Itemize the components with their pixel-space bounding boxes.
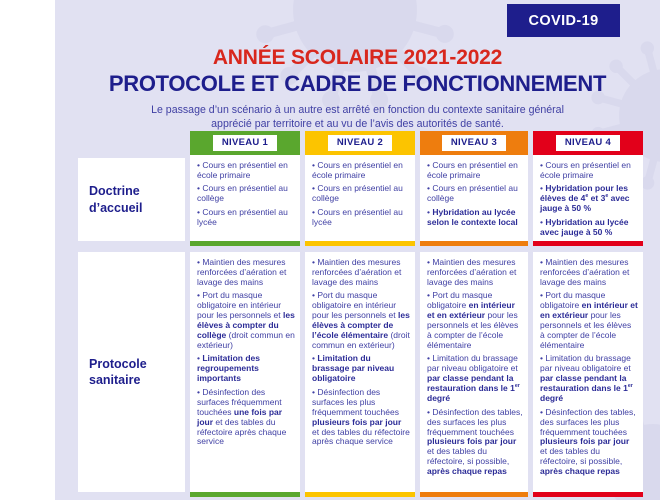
bullet-item: • Maintien des mesures renforcées d’aération et lavage des mains [197,257,287,287]
bullet-item: • Limitation des regroupements importants [197,353,260,384]
subtitle-line-1: Le passage d’un scénario à un autre est arrêté en fonction du contexte sanitaire général [151,104,564,117]
doctrine-underline [190,241,300,246]
row-label-doctrine: Doctrine d’accueil [78,158,185,241]
level-header-label: NIVEAU 1 [213,135,277,151]
bullet-item: • Port du masque obligatoire en intérieur et en extérieur pour les personnels et les élèves à compter de l’école élémentaire [427,290,519,350]
bullet-item: • Hybridation au lycée selon le contexte local [427,206,518,227]
bullet-item: • Cours en présentiel en école primaire [427,160,518,180]
row-label-protocole: Protocole sanitaire [78,252,185,492]
page-title-main: PROTOCOLE ET CADRE DE FONCTIONNEMENT [108,71,607,97]
protocole-underline [420,492,528,497]
doctrine-underline [533,241,643,246]
level-header [190,131,300,155]
bullet-item: • Limitation du brassage par niveau obligatoire [312,353,395,384]
doctrine-underline [420,241,528,246]
level-header-label: NIVEAU 2 [328,135,392,151]
bullet-item: • Hybridation pour les élèves de 4e et 3e avec jauge à 50 % [540,183,630,214]
subtitle-line-2: apprécié par territoire et au vu de l’avis des autorités de santé. [211,118,504,131]
bullet-item: • Cours en présentiel en école primaire [312,160,403,180]
bullet-item: • Hybridation au lycée avec jauge à 50 % [540,216,629,237]
bullet-item: • Cours en présentiel au lycée [197,206,288,227]
bullet-item: • Cours en présentiel au lycée [312,206,403,227]
bullet-item: • Port du masque obligatoire en intérieur et en extérieur pour les personnels et les élèves à compter de l’école élémentaire [540,290,638,350]
level-header-label: NIVEAU 3 [442,135,506,151]
protocole-cell [190,252,300,492]
protocole-underline [305,492,415,497]
bullet-item: • Maintien des mesures renforcées d’aération et lavage des mains [312,257,402,287]
bullet-item: • Maintien des mesures renforcées d’aération et lavage des mains [540,257,630,287]
level-header [305,131,415,155]
bullet-item: • Cours en présentiel au collège [312,183,403,204]
covid-badge: COVID-19 [507,4,620,37]
bullet-item: • Maintien des mesures renforcées d’aération et lavage des mains [427,257,517,287]
protocol-table [78,131,643,497]
bullet-item: • Désinfection des tables, des surfaces les plus fréquemment touchées plusieurs fois par jour et des tables du réfectoire, si possible, après chaque repas [540,406,636,477]
bullet-item: • Cours en présentiel en école primaire [540,160,631,180]
page-title-year: ANNÉE SCOLAIRE 2021-2022 [212,46,503,69]
bullet-item: • Port du masque obligatoire en intérieur pour les personnels et les élèves à compter du collège (droit commun en extérieur) [197,290,295,350]
protocole-cell [420,252,528,492]
level-header [420,131,528,155]
doctrine-underline [305,241,415,246]
header-titles [55,47,660,132]
level-header-label: NIVEAU 4 [556,135,620,151]
background-panel [55,0,660,500]
protocole-underline [190,492,300,497]
protocole-cell [305,252,415,492]
bullet-item: • Désinfection des tables, des surfaces les plus fréquemment touchées plusieurs fois par jour et des tables du réfectoire, si possible, après chaque repas [427,406,523,477]
bullet-item: • Désinfection des surfaces fréquemment touchées une fois par jour et des tables du réfectoire après chaque service [197,386,287,447]
bullet-item: • Désinfection des surfaces les plus fréquemment touchées plusieurs fois par jour et des tables du réfectoire après chaque service [312,386,410,447]
protocole-cell [533,252,643,492]
doctrine-cell [420,155,528,241]
doctrine-cell [533,155,643,241]
bullet-item: • Port du masque obligatoire en intérieur pour les personnels et les élèves à compter de l’école élémentaire (droit commun en extérieur) [312,290,410,350]
bullet-item: • Cours en présentiel au collège [197,183,288,204]
doctrine-cell [190,155,300,241]
bullet-item: • Cours en présentiel au collège [427,183,518,204]
bullet-item: • Cours en présentiel en école primaire [197,160,288,180]
page-subtitle [55,104,660,132]
bullet-item: • Limitation du brassage par niveau obligatoire et par classe pendant la restauration dans le 1er degré [427,353,520,404]
doctrine-cell [305,155,415,241]
level-header [533,131,643,155]
bullet-item: • Limitation du brassage par niveau obligatoire et par classe pendant la restauration dans le 1er degré [540,353,633,404]
protocole-underline [533,492,643,497]
